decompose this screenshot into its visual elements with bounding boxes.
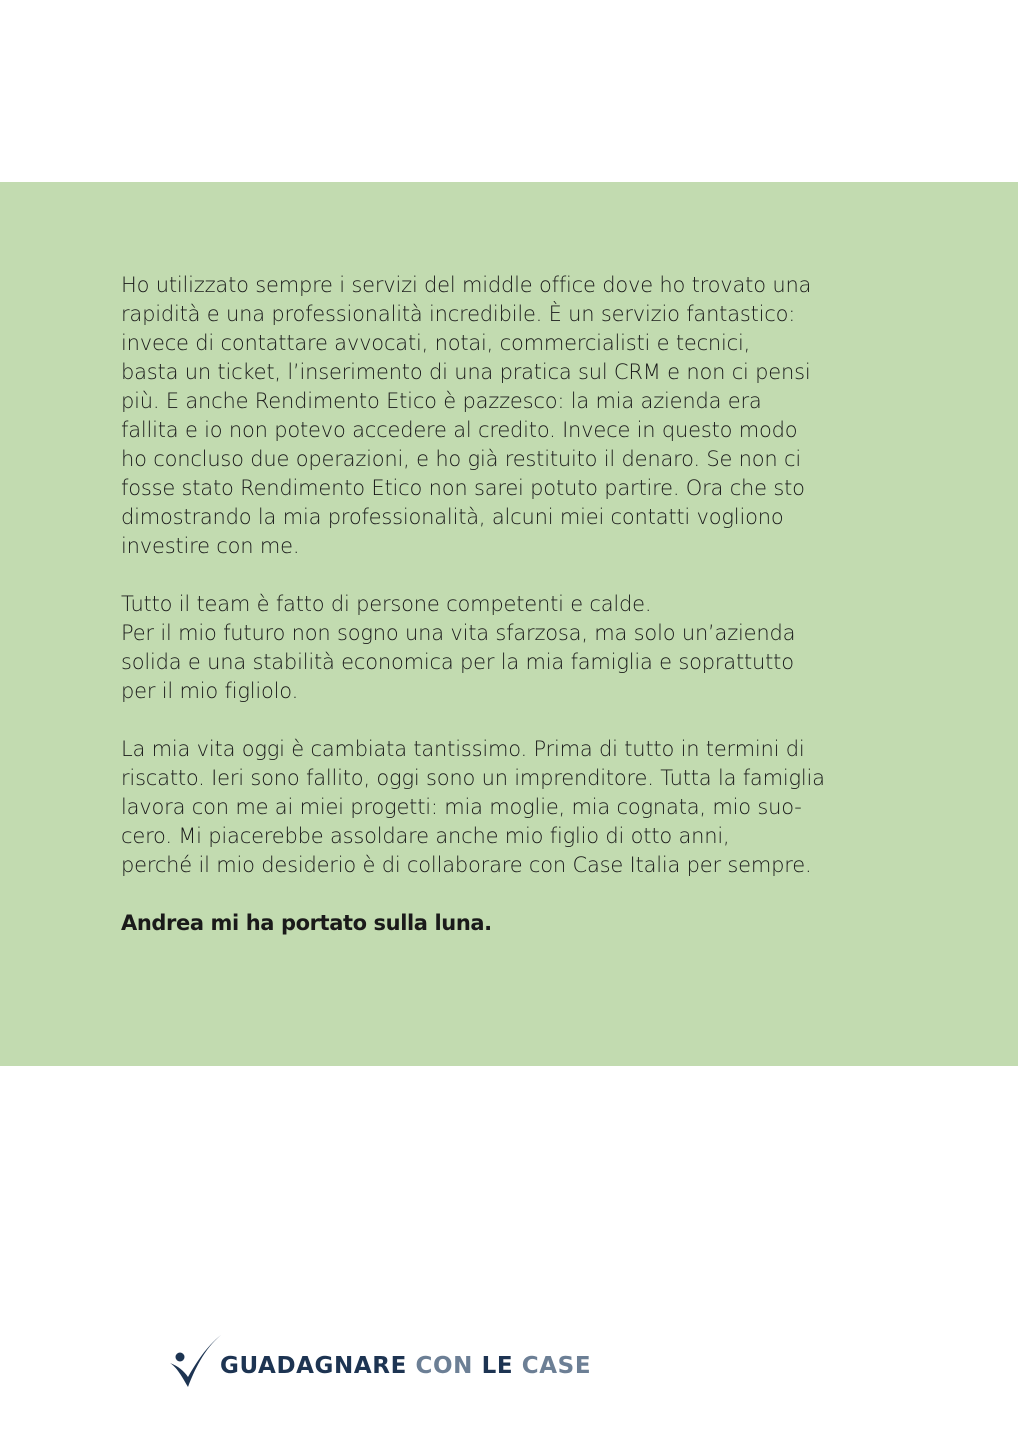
paragraph [121, 735, 911, 880]
text-line: rapidità e una professionalità incredibile. È un servizio fantastico: [121, 302, 796, 326]
text-line: più. E anche Rendimento Etico è pazzesco: la mia azienda era [121, 389, 762, 413]
text-line: ho concluso due operazioni, e ho già restituito il denaro. Se non ci [121, 447, 801, 471]
text-line: perché il mio desiderio è di collaborare con Case Italia per sempre. [121, 853, 812, 877]
brand-word: LE [481, 1353, 514, 1379]
text-line: Ho utilizzato sempre i servizi del middle office dove ho trovato una [121, 273, 812, 297]
text-line: cero. Mi piacerebbe assoldare anche mio figlio di otto anni, [121, 824, 730, 848]
paragraph [121, 590, 911, 706]
brand-logo [166, 1332, 591, 1392]
closing-statement: Andrea mi ha portato sulla luna. [121, 911, 492, 935]
brand-word: GUADAGNARE [220, 1353, 407, 1379]
text-line: basta un ticket, l’inserimento di una pratica sul CRM e non ci pensi [121, 360, 811, 384]
text-line: investire con me. [121, 534, 300, 558]
text-line: per il mio figliolo. [121, 679, 299, 703]
testimonial-text [121, 271, 911, 938]
text-line: riscatto. Ieri sono fallito, oggi sono un imprenditore. Tutta la famiglia [121, 766, 825, 790]
brand-word: CON [415, 1353, 473, 1379]
text-line: Tutto il team è fatto di persone competenti e calde. [121, 592, 652, 616]
brand-word: CASE [521, 1353, 592, 1379]
text-line: fallita e io non potevo accedere al credito. Invece in questo modo [121, 418, 798, 442]
text-line: lavora con me ai miei progetti: mia moglie, mia cognata, mio suo- [121, 795, 802, 819]
text-line: Per il mio futuro non sogno una vita sfarzosa, ma solo un’azienda [121, 621, 796, 645]
brand-name [220, 1353, 591, 1379]
text-line: fosse stato Rendimento Etico non sarei potuto partire. Ora che sto [121, 476, 805, 500]
text-line: La mia vita oggi è cambiata tantissimo. Prima di tutto in termini di [121, 737, 805, 761]
checkmark-person-icon [166, 1333, 224, 1391]
text-line: solida e una stabilità economica per la mia famiglia e soprattutto [121, 650, 794, 674]
text-line: dimostrando la mia professionalità, alcuni miei contatti vogliono [121, 505, 784, 529]
paragraph [121, 271, 911, 561]
text-line: invece di contattare avvocati, notai, commercialisti e tecnici, [121, 331, 751, 355]
